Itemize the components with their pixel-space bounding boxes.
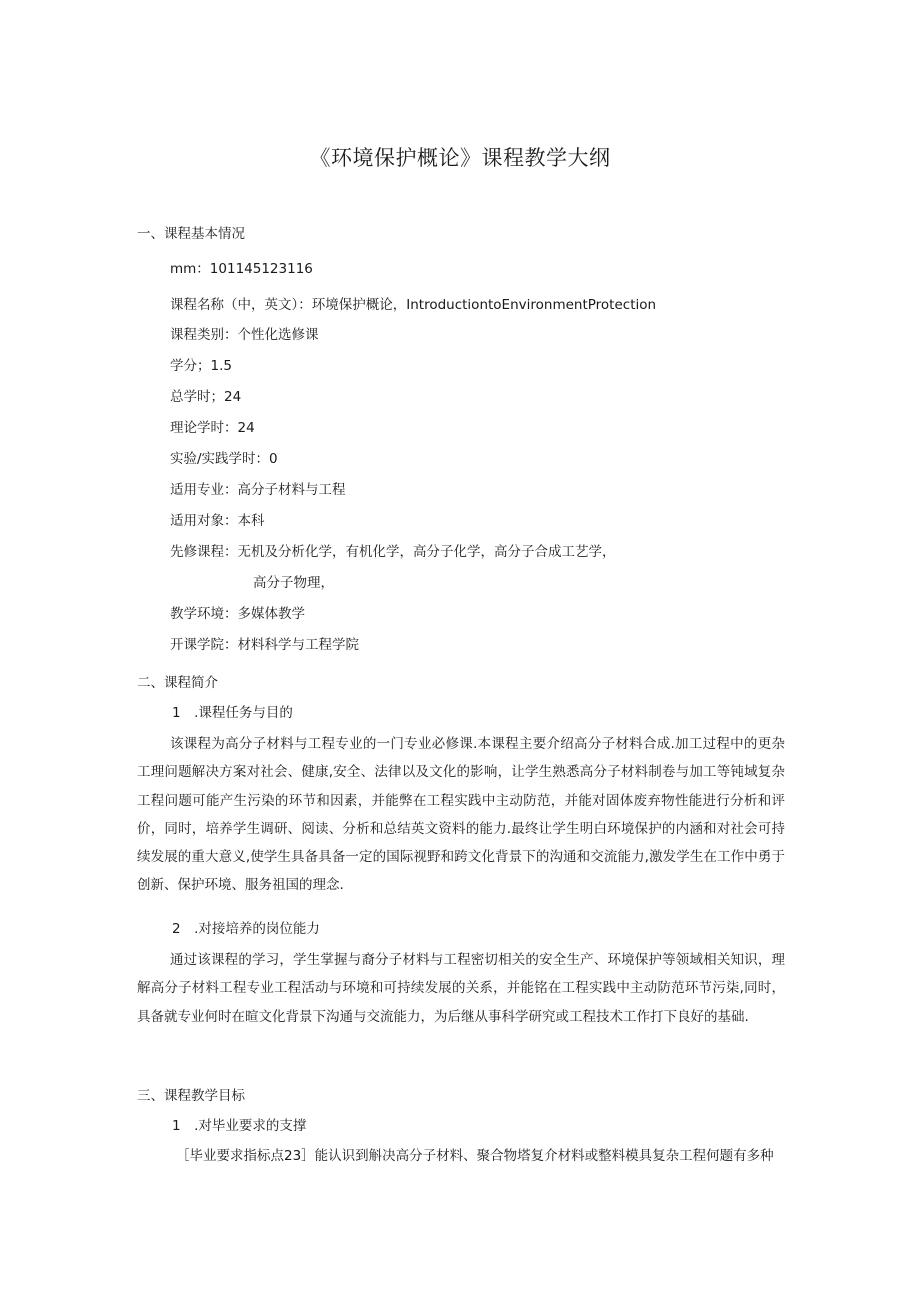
teaching-environment: 教学环境：多媒体教学: [170, 606, 305, 622]
paragraph-tasks: 该课程为高分子材料与工程专业的一门专业必修课.本课程主要介绍高分子材料合成.加工过程中的更杂工理问题解决方案对社会、健康,安全、法律以及文化的影响，让学生熟悉高分子材料制卷与加工等钝域复杂工程问题可能产生污染的环节和因素，并能弊在工程实践中主动防范，并能对固体废弃物性能进行分析和评价，同时，培养学生调研、阅读、分析和总结英文资料的能力.最终让学生明白环境保护的内涵和对社会可持续发展的重大意义,使学生具备具备一定的国际视野和跨文化背景下的沟通和交流能力,激发学生在工作中勇于创新、保护环境、服务祖国的理念.: [137, 736, 785, 894]
theory-hours: 理论学时：24: [170, 420, 255, 436]
total-hours: 总学时；24: [170, 389, 242, 405]
subsection-heading-abilities: 2 .对接培养的岗位能力: [172, 921, 320, 937]
section-heading-objectives: 三、课程教学目标: [137, 1088, 245, 1104]
section-heading-introduction: 二、课程简介: [137, 675, 218, 691]
course-category: 课程类别：个性化选修课: [170, 327, 319, 343]
prerequisites: 先修课程：无机及分析化学，有机化学，高分子化学，高分子合成工艺学，: [170, 544, 616, 560]
course-code: mm：101145123116: [170, 261, 313, 277]
applicable-major: 适用专业：高分子材料与工程: [170, 482, 346, 498]
paragraph-abilities: 通过该课程的学习，学生掌握与裔分子材料与工程密切相关的安全生产、环境保护等领域相关知识，理解高分子材料工程专业工程活动与环境和可持续发展的关系，并能铭在工程实践中主动防范环节污柒,同时，具备就专业何时在暄文化背景下沟通与交流能力，为后继从事科学研究或工程技术工作打下良好的基础.: [137, 952, 785, 1025]
course-credits: 学分；1.5: [170, 358, 232, 374]
paragraph-support: ［毕业要求指标点23］能认识到斛决高分子材料、聚合物塔复介材料或整料模具复杂工程何题有多种: [176, 1148, 774, 1164]
section-heading-basic-info: 一、课程基本情况: [137, 226, 245, 242]
subsection-heading-support: 1 .对毕业要求的支撑: [172, 1118, 307, 1134]
course-name: 课程名称（中，英文）：环境保护概论，IntroductiontoEnvironmentProtection: [170, 297, 657, 313]
prerequisites-continued: 高分子物理，: [253, 575, 334, 591]
lab-hours: 实验/实践学时：0: [170, 451, 278, 467]
offering-college: 开课学院：材料科学与工程学院: [170, 637, 359, 653]
applicable-target: 适用对象：本科: [170, 513, 265, 529]
document-title: 《环境保护概论》课程教学大纲: [309, 146, 611, 170]
subsection-heading-tasks: 1 .课程任务与目的: [172, 705, 293, 721]
